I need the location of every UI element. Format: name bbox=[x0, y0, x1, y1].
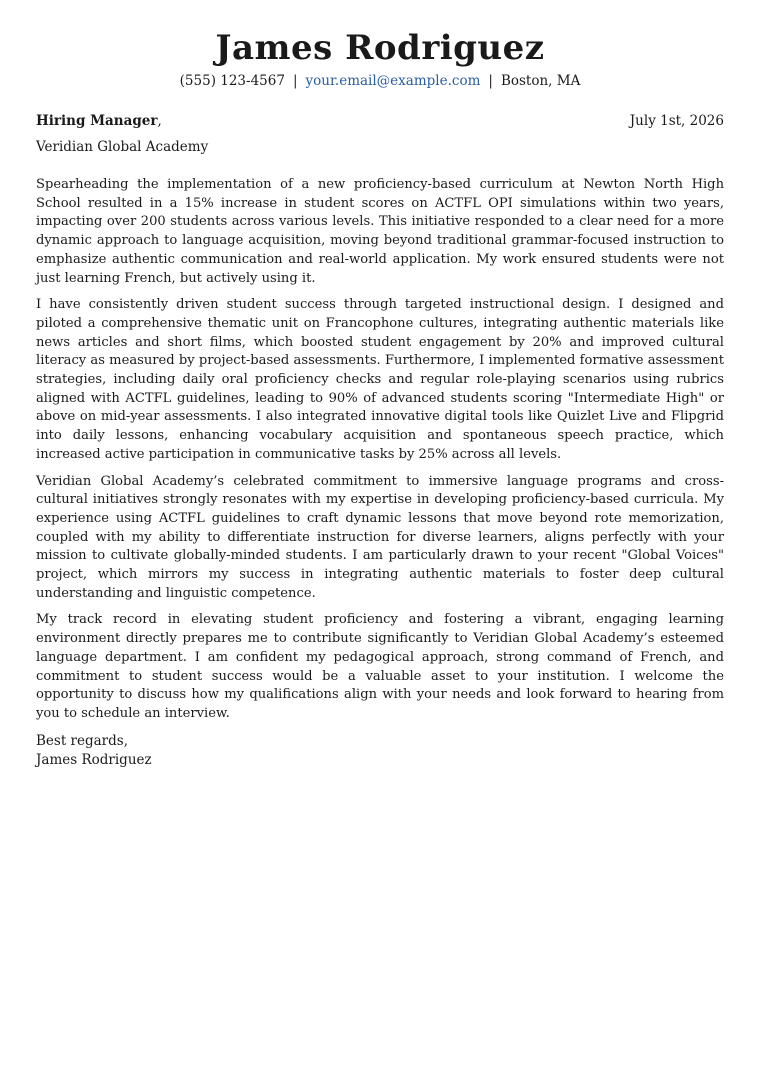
recipient-date-row bbox=[36, 111, 724, 131]
recipient-organization: Veridian Global Academy bbox=[36, 139, 209, 155]
salutation bbox=[36, 111, 162, 131]
body-paragraph: I have consistently driven student success through targeted instructional design. I designed and piloted a comprehensive thematic unit on Francophone cultures, integrating authentic materials like news articles and short films, which boosted student engagement by 20% and improved cultural literacy as measured by project-based assessments. Furthermore, I implemented formative assessment strategies, including daily oral proficiency checks and regular role-playing scenarios using rubrics aligned with ACTFL guidelines, leading to 90% of advanced students scoring "Intermediate High" or above on mid-year assessments. I also integrated innovative digital tools like Quizlet Live and Flipgrid into daily lessons, enhancing vocabulary acquisition and spontaneous speech practice, which increased active participation in communicative tasks by 25% across all levels. bbox=[36, 297, 724, 462]
closing-block bbox=[36, 732, 724, 770]
body-paragraph: Spearheading the implementation of a new proficiency-based curriculum at Newton North High School resulted in a 15% increase in student scores on ACTFL OPI simulations within two years, impacting over 200 students across various levels. This initiative responded to a clear need for a more dynamic approach to language acquisition, moving beyond traditional grammar-focused instruction to emphasize authentic communication and real-world application. My work ensured students were not just learning French, but actively using it. bbox=[36, 177, 724, 286]
sign-off: Best regards, bbox=[36, 732, 129, 749]
salutation-comma: , bbox=[157, 113, 162, 129]
letter-date: July 1st, 2026 bbox=[629, 113, 724, 129]
phone-number: (555) 123-4567 bbox=[179, 73, 285, 89]
recipient-title: Hiring Manager bbox=[36, 113, 158, 129]
email-link[interactable]: your.email@example.com bbox=[305, 73, 481, 89]
body-paragraph: My track record in elevating student proficiency and fostering a vibrant, engaging learning environment directly prepares me to contribute significantly to Veridian Global Academy’s esteemed language department. I am confident my pedagogical approach, strong command of French, and commitment to student success would be a valuable asset to your institution. I welcome the opportunity to discuss how my qualifications align with your needs and look forward to hearing from you to schedule an interview. bbox=[36, 612, 724, 721]
body-paragraph: Veridian Global Academy’s celebrated commitment to immersive language programs and cross-cultural initiatives strongly resonates with my expertise in developing proficiency-based curricula. My experience using ACTFL guidelines to craft dynamic lessons that move beyond rote memorization, coupled with my ability to differentiate instruction for diverse learners, aligns perfectly with your mission to cultivate globally-minded students. I am particularly drawn to your recent "Global Voices" project, which mirrors my success in integrating authentic materials to foster deep cultural understanding and linguistic competence. bbox=[36, 473, 724, 601]
letter-body bbox=[36, 176, 724, 724]
contact-line bbox=[36, 71, 724, 91]
location: Boston, MA bbox=[500, 73, 581, 89]
applicant-name: James Rodriguez bbox=[215, 28, 545, 68]
contact-separator: | bbox=[292, 73, 298, 89]
signature-name: James Rodriguez bbox=[36, 751, 152, 768]
contact-separator: | bbox=[488, 73, 493, 89]
